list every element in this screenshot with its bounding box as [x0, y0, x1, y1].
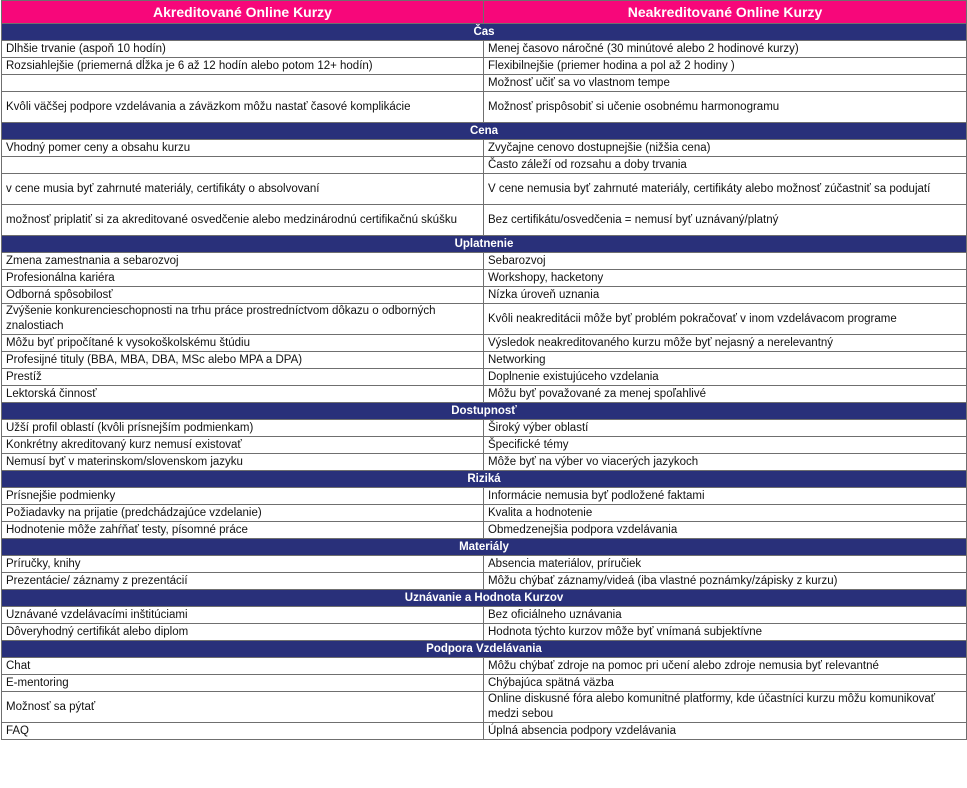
table-row	[2, 58, 967, 75]
table-row	[2, 92, 967, 123]
table-row	[2, 675, 967, 692]
table-row	[2, 556, 967, 573]
table-row	[2, 420, 967, 437]
cell-non-accredited: Chýbajúca spätná väzba	[484, 675, 967, 692]
header-non-accredited: Neakreditované Online Kurzy	[484, 1, 967, 24]
cell-non-accredited: Workshopy, hacketony	[484, 270, 967, 287]
cell-non-accredited: Hodnota týchto kurzov môže byť vnímaná subjektívne	[484, 624, 967, 641]
cell-accredited	[2, 75, 484, 92]
cell-accredited: v cene musia byť zahrnuté materiály, certifikáty o absolvovaní	[2, 174, 484, 205]
cell-accredited: Lektorská činnosť	[2, 386, 484, 403]
cell-accredited: možnosť priplatiť si za akreditované osvedčenie alebo medzinárodnú certifikačnú skúšku	[2, 205, 484, 236]
cell-non-accredited: Možnosť učiť sa vo vlastnom tempe	[484, 75, 967, 92]
section-title: Uznávanie a Hodnota Kurzov	[2, 590, 967, 607]
cell-non-accredited: Možnosť prispôsobiť si učenie osobnému harmonogramu	[484, 92, 967, 123]
cell-accredited: Dôveryhodný certifikát alebo diplom	[2, 624, 484, 641]
cell-accredited: FAQ	[2, 723, 484, 740]
table-row	[2, 352, 967, 369]
table-row	[2, 522, 967, 539]
cell-non-accredited: Môžu chýbať zdroje na pomoc pri učení alebo zdroje nemusia byť relevantné	[484, 658, 967, 675]
section-header-row	[2, 471, 967, 488]
cell-accredited: Prezentácie/ záznamy z prezentácií	[2, 573, 484, 590]
comparison-table	[1, 0, 967, 740]
cell-accredited: Uznávané vzdelávacími inštitúciami	[2, 607, 484, 624]
section-title: Podpora Vzdelávania	[2, 641, 967, 658]
cell-non-accredited: Kvôli neakreditácii môže byť problém pokračovať v inom vzdelávacom programe	[484, 304, 967, 335]
table-row	[2, 75, 967, 92]
cell-non-accredited: Často záleží od rozsahu a doby trvania	[484, 157, 967, 174]
cell-non-accredited: Kvalita a hodnotenie	[484, 505, 967, 522]
table-row	[2, 253, 967, 270]
cell-non-accredited: Informácie nemusia byť podložené faktami	[484, 488, 967, 505]
table-row	[2, 174, 967, 205]
cell-accredited	[2, 157, 484, 174]
table-row	[2, 304, 967, 335]
cell-accredited: Kvôli väčšej podpore vzdelávania a záväzkom môžu nastať časové komplikácie	[2, 92, 484, 123]
table-row	[2, 607, 967, 624]
cell-accredited: Môžu byť pripočítané k vysokoškolskému štúdiu	[2, 335, 484, 352]
cell-non-accredited: Môžu chýbať záznamy/videá (iba vlastné poznámky/zápisky z kurzu)	[484, 573, 967, 590]
table-row	[2, 573, 967, 590]
cell-non-accredited: Menej časovo náročné (30 minútové alebo 2 hodinové kurzy)	[484, 41, 967, 58]
cell-non-accredited: Môžu byť považované za menej spoľahlivé	[484, 386, 967, 403]
section-header-row	[2, 590, 967, 607]
table-body	[2, 24, 967, 740]
cell-accredited: Zvýšenie konkurencieschopnosti na trhu práce prostredníctvom dôkazu o odborných znalostiach	[2, 304, 484, 335]
cell-non-accredited: Obmedzenejšia podpora vzdelávania	[484, 522, 967, 539]
cell-non-accredited: Flexibilnejšie (priemer hodina a pol až 2 hodiny )	[484, 58, 967, 75]
cell-non-accredited: Bez certifikátu/osvedčenia = nemusí byť uznávaný/platný	[484, 205, 967, 236]
section-header-row	[2, 123, 967, 140]
cell-accredited: Prísnejšie podmienky	[2, 488, 484, 505]
table-row	[2, 270, 967, 287]
section-title: Riziká	[2, 471, 967, 488]
table-row	[2, 723, 967, 740]
cell-non-accredited: Networking	[484, 352, 967, 369]
cell-accredited: Dlhšie trvanie (aspoň 10 hodín)	[2, 41, 484, 58]
table-row	[2, 205, 967, 236]
cell-accredited: Chat	[2, 658, 484, 675]
table-row	[2, 488, 967, 505]
table-row	[2, 505, 967, 522]
cell-accredited: Vhodný pomer ceny a obsahu kurzu	[2, 140, 484, 157]
cell-accredited: E-mentoring	[2, 675, 484, 692]
cell-accredited: Rozsiahlejšie (priemerná dĺžka je 6 až 12 hodín alebo potom 12+ hodín)	[2, 58, 484, 75]
cell-non-accredited: Úplná absencia podpory vzdelávania	[484, 723, 967, 740]
table-row	[2, 140, 967, 157]
cell-non-accredited: Špecifické témy	[484, 437, 967, 454]
table-row	[2, 41, 967, 58]
cell-accredited: Konkrétny akreditovaný kurz nemusí existovať	[2, 437, 484, 454]
table-row	[2, 454, 967, 471]
section-header-row	[2, 403, 967, 420]
cell-accredited: Užší profil oblastí (kvôli prísnejším podmienkam)	[2, 420, 484, 437]
cell-accredited: Nemusí byť v materinskom/slovenskom jazyku	[2, 454, 484, 471]
cell-non-accredited: Bez oficiálneho uznávania	[484, 607, 967, 624]
cell-accredited: Zmena zamestnania a sebarozvoj	[2, 253, 484, 270]
table-row	[2, 437, 967, 454]
table-row	[2, 369, 967, 386]
section-header-row	[2, 539, 967, 556]
table-row	[2, 157, 967, 174]
cell-non-accredited: Absencia materiálov, príručiek	[484, 556, 967, 573]
section-header-row	[2, 24, 967, 41]
header-accredited: Akreditované Online Kurzy	[2, 1, 484, 24]
section-title: Uplatnenie	[2, 236, 967, 253]
table-row	[2, 658, 967, 675]
table-row	[2, 287, 967, 304]
cell-accredited: Prestíž	[2, 369, 484, 386]
table-row	[2, 624, 967, 641]
cell-non-accredited: Výsledok neakreditovaného kurzu môže byť nejasný a nerelevantný	[484, 335, 967, 352]
cell-accredited: Odborná spôsobilosť	[2, 287, 484, 304]
table-row	[2, 335, 967, 352]
cell-non-accredited: Sebarozvoj	[484, 253, 967, 270]
section-title: Cena	[2, 123, 967, 140]
cell-accredited: Profesionálna kariéra	[2, 270, 484, 287]
table-row	[2, 386, 967, 403]
section-title: Materiály	[2, 539, 967, 556]
cell-accredited: Možnosť sa pýtať	[2, 692, 484, 723]
section-header-row	[2, 641, 967, 658]
section-title: Dostupnosť	[2, 403, 967, 420]
cell-accredited: Hodnotenie môže zahŕňať testy, písomné práce	[2, 522, 484, 539]
cell-non-accredited: Nízka úroveň uznania	[484, 287, 967, 304]
cell-accredited: Profesijné tituly (BBA, MBA, DBA, MSc alebo MPA a DPA)	[2, 352, 484, 369]
cell-non-accredited: Online diskusné fóra alebo komunitné platformy, kde účastníci kurzu môžu komunikovať medzi sebou	[484, 692, 967, 723]
cell-non-accredited: Môže byť na výber vo viacerých jazykoch	[484, 454, 967, 471]
section-title: Čas	[2, 24, 967, 41]
cell-accredited: Príručky, knihy	[2, 556, 484, 573]
cell-non-accredited: Široký výber oblastí	[484, 420, 967, 437]
section-header-row	[2, 236, 967, 253]
cell-non-accredited: Doplnenie existujúceho vzdelania	[484, 369, 967, 386]
cell-non-accredited: V cene nemusia byť zahrnuté materiály, certifikáty alebo možnosť zúčastniť sa podujatí	[484, 174, 967, 205]
cell-accredited: Požiadavky na prijatie (predchádzajúce vzdelanie)	[2, 505, 484, 522]
header-row	[2, 1, 967, 24]
cell-non-accredited: Zvyčajne cenovo dostupnejšie (nižšia cena)	[484, 140, 967, 157]
table-row	[2, 692, 967, 723]
